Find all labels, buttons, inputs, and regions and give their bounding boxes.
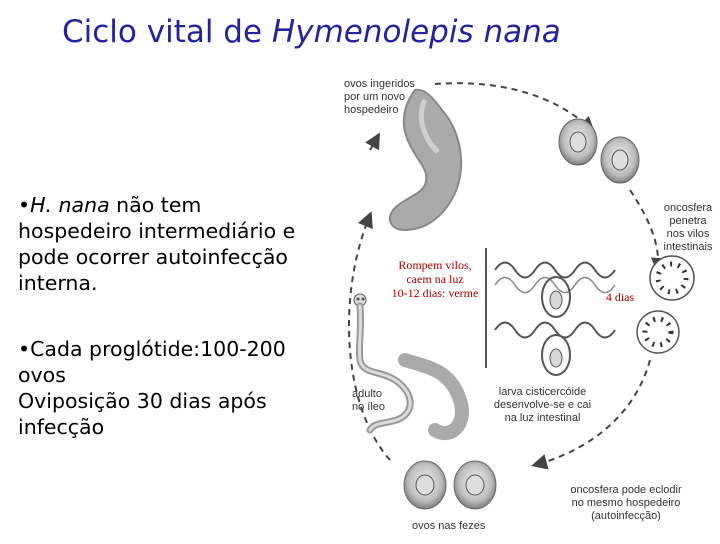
life-cycle-illustration [330, 70, 720, 540]
intestinal-villi [485, 248, 615, 375]
bullet-item-2 [18, 336, 318, 440]
slide-title [62, 14, 682, 50]
bullet-marker: • [18, 193, 31, 217]
oncosphere-upper [650, 256, 694, 300]
bullet-1-text: não tem hospedeiro intermediário e pode ocorrer autoinfecção interna. [18, 193, 296, 295]
life-cycle-diagram [330, 70, 720, 540]
bullet-2-subtext: Oviposição 30 dias após infecção [18, 389, 267, 439]
label-eggs-ingested: ovos ingeridos por um novo hospedeiro [344, 78, 415, 116]
bullet-item-1 [18, 192, 318, 296]
cycle-arrow-right-upper [630, 190, 658, 270]
egg-cluster-feces [404, 461, 496, 509]
bullet-2-text: Cada proglótide:100-200 ovos [18, 337, 286, 387]
oncosphere-lower [637, 311, 679, 353]
label-adult: adulto no íleo [352, 388, 386, 413]
bullet-list [18, 192, 318, 440]
egg-cluster-upper [559, 119, 639, 183]
label-oncosphere-penetrates: oncosfera penetra nos vilos intestinais [663, 202, 713, 253]
label-cysticercoid: larva cisticercóide desenvolve-se e cai na luz intestinal [493, 386, 592, 424]
bullet-1-italic: H. nana [30, 193, 110, 217]
label-autoinfection: oncosfera pode eclodir no mesmo hospedeiro (autoinfecção) [570, 484, 682, 522]
note-villi: Rompem vilos, caem na luz 10-12 dias: verme [391, 258, 479, 300]
label-eggs-feces: ovos nas fezes [412, 520, 486, 532]
bullet-marker: • [18, 337, 31, 361]
note-days: 4 dias [605, 290, 635, 304]
title-species: Hymenolepis nana [271, 14, 561, 50]
title-prefix: Ciclo vital de [62, 14, 272, 50]
